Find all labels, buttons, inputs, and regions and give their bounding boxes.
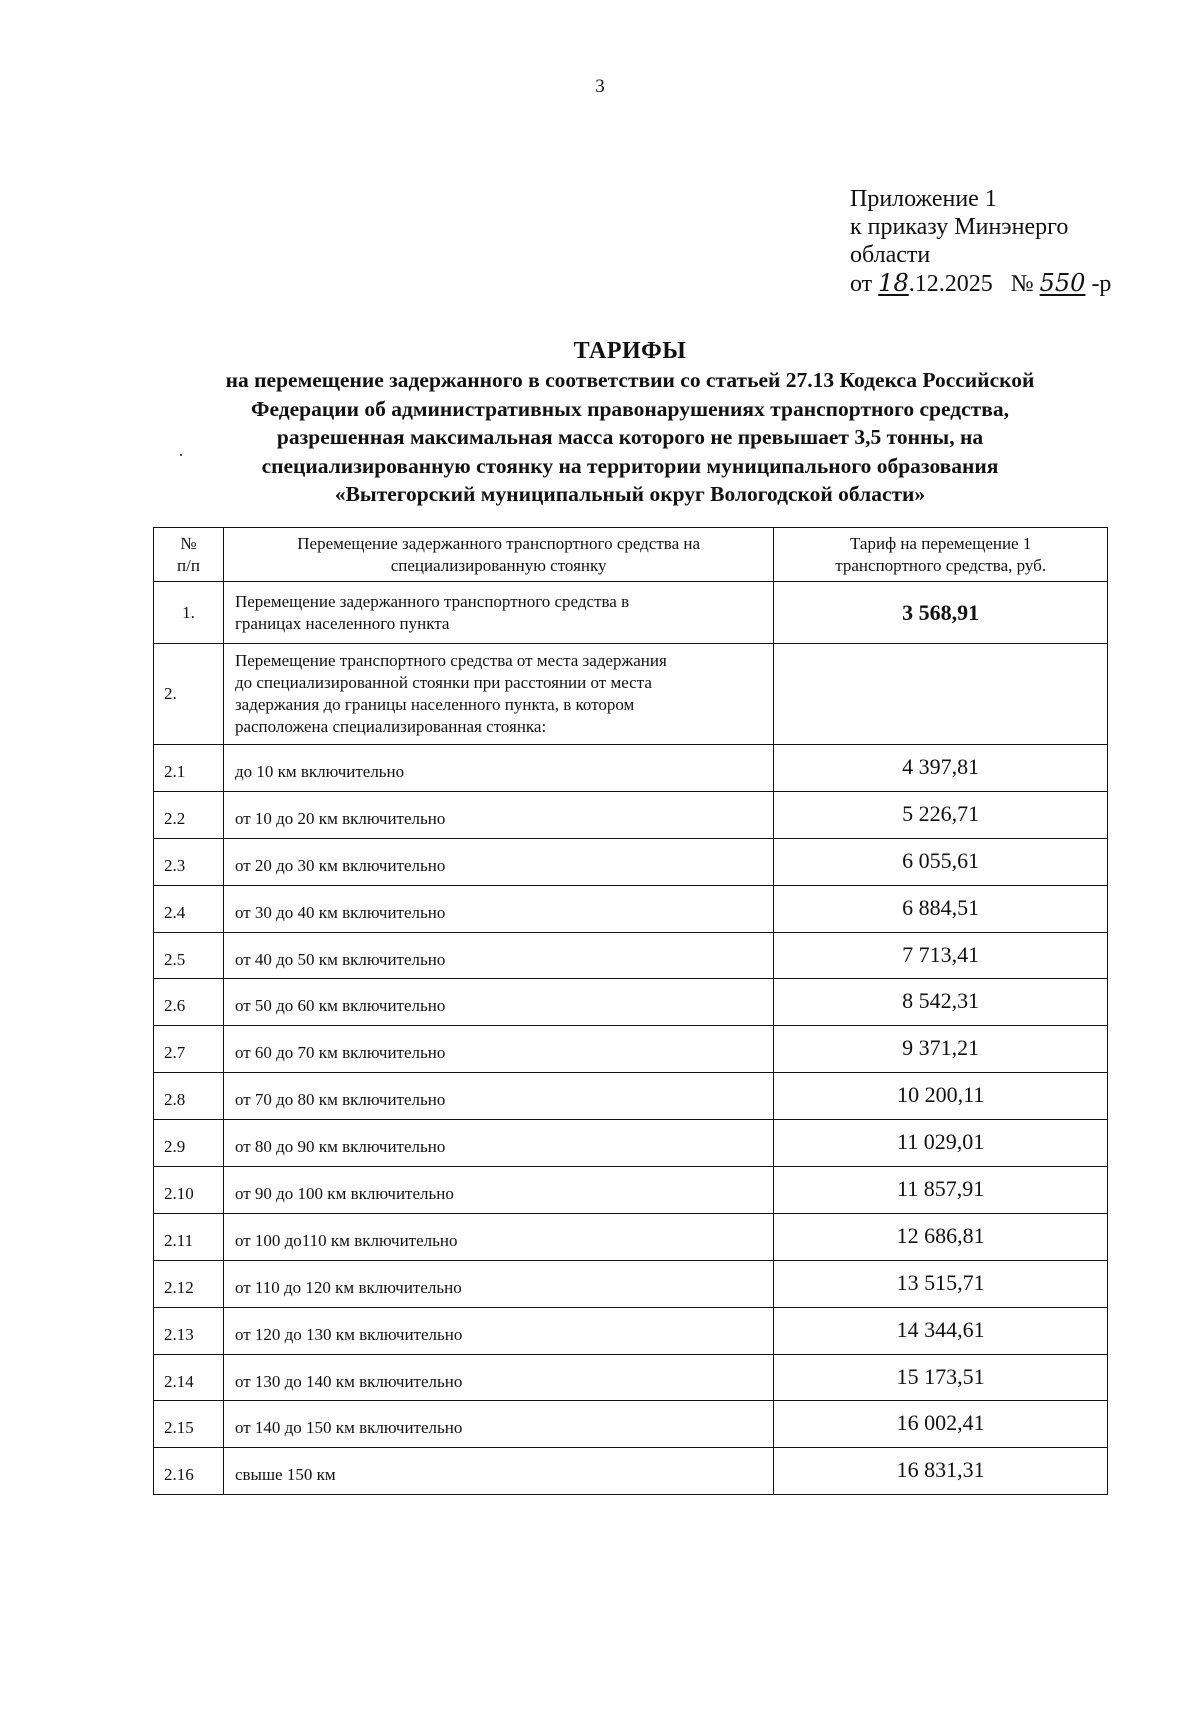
title-line-4: специализированную стоянку на территории муниципального образования xyxy=(261,453,999,478)
row-desc-line1: Перемещение задержанного транспортного средства в xyxy=(234,591,630,611)
row-tariff: 5 226,71 xyxy=(774,791,1108,838)
row-desc-line2: границах населенного пункта xyxy=(234,613,450,633)
row-tariff: 16 002,41 xyxy=(774,1401,1108,1448)
row-tariff: 4 397,81 xyxy=(774,745,1108,792)
table-row xyxy=(154,1401,1108,1448)
row-tariff: 8 542,31 xyxy=(774,979,1108,1026)
row-description: от 10 до 20 км включительно xyxy=(223,791,773,838)
table-row xyxy=(154,979,1108,1026)
row-num: 2.6 xyxy=(154,979,224,1026)
title-line-3: разрешенная максимальная масса которого не превышает 3,5 тонны, на xyxy=(276,425,984,449)
table-row xyxy=(154,745,1108,792)
table-row xyxy=(154,1307,1108,1354)
table-row xyxy=(154,1026,1108,1073)
row-description: от 60 до 70 км включительно xyxy=(223,1026,773,1073)
row-num: 2.2 xyxy=(154,791,224,838)
row-num: 2.14 xyxy=(154,1354,224,1401)
annex-region: области xyxy=(850,242,931,268)
header-desc-line2: специализированную стоянку xyxy=(390,555,607,575)
row-num: 2.11 xyxy=(154,1213,224,1260)
row-tariff: 11 029,01 xyxy=(774,1120,1108,1167)
header-num-line1: № xyxy=(180,533,197,553)
row-description: от 50 до 60 км включительно xyxy=(223,979,773,1026)
row-desc-line4: расположена специализированная стоянка: xyxy=(234,717,547,736)
row-description: от 130 до 140 км включительно xyxy=(223,1354,773,1401)
order-number-handwritten: 550 xyxy=(1039,269,1086,297)
row-tariff: 15 173,51 xyxy=(774,1354,1108,1401)
annex-date-number xyxy=(850,269,1111,298)
table-row xyxy=(154,1260,1108,1307)
row-tariff: 13 515,71 xyxy=(774,1260,1108,1307)
row-tariff: 6 884,51 xyxy=(774,885,1108,932)
title-heading: ТАРИФЫ xyxy=(573,338,687,364)
page-number: 3 xyxy=(595,76,605,97)
annex-order-ref: к приказу Минэнерго xyxy=(850,214,1069,240)
row-num: 2.16 xyxy=(154,1448,224,1495)
row-num: 2.10 xyxy=(154,1167,224,1214)
row-description: от 140 до 150 км включительно xyxy=(223,1401,773,1448)
table-row xyxy=(154,644,1108,745)
header-tariff-line2: транспортного средства, руб. xyxy=(835,555,1047,575)
row-description: от 120 до 130 км включительно xyxy=(223,1307,773,1354)
row-description: от 90 до 100 км включительно xyxy=(223,1167,773,1214)
row-description: от 110 до 120 км включительно xyxy=(223,1260,773,1307)
header-tariff xyxy=(774,528,1108,582)
row-description: от 30 до 40 км включительно xyxy=(223,885,773,932)
row-num: 2.5 xyxy=(154,932,224,979)
table-row xyxy=(154,1213,1108,1260)
number-suffix: -р xyxy=(1085,271,1112,297)
row-num: 2.7 xyxy=(154,1026,224,1073)
row-tariff: 12 686,81 xyxy=(774,1213,1108,1260)
header-num-line2: п/п xyxy=(177,555,200,575)
table-row xyxy=(154,885,1108,932)
row-tariff: 11 857,91 xyxy=(774,1167,1108,1214)
date-prefix: от xyxy=(850,271,879,297)
row-description: от 20 до 30 км включительно xyxy=(223,838,773,885)
title-line-1: на перемещение задержанного в соответствии со статьей 27.13 Кодекса Российской xyxy=(225,368,1035,392)
document-title xyxy=(150,336,1110,509)
table-row xyxy=(154,932,1108,979)
table-row xyxy=(154,1448,1108,1495)
row-tariff: 7 713,41 xyxy=(774,932,1108,979)
row-description xyxy=(223,644,773,745)
row-description: свыше 150 км xyxy=(223,1448,773,1495)
row-tariff: 9 371,21 xyxy=(774,1026,1108,1073)
row-tariff: 14 344,61 xyxy=(774,1307,1108,1354)
table-row xyxy=(154,1354,1108,1401)
row-tariff: 3 568,91 xyxy=(774,582,1108,644)
row-description: от 70 до 80 км включительно xyxy=(223,1073,773,1120)
row-desc-line2: до специализированной стоянки при расстоянии от места xyxy=(234,673,652,692)
row-description: до 10 км включительно xyxy=(223,745,773,792)
title-line-2: Федерации об административных правонарушениях транспортного средства, xyxy=(251,396,1009,421)
table-row xyxy=(154,838,1108,885)
row-tariff: 10 200,11 xyxy=(774,1073,1108,1120)
table-row xyxy=(154,1073,1108,1120)
header-num xyxy=(154,528,224,582)
row-num: 2.3 xyxy=(154,838,224,885)
title-line-5: «Вытегорский муниципальный округ Вологодской области» xyxy=(334,482,926,506)
row-num: 2.9 xyxy=(154,1120,224,1167)
row-description: от 100 до110 км включительно xyxy=(223,1213,773,1260)
row-description: от 40 до 50 км включительно xyxy=(223,932,773,979)
row-description: от 80 до 90 км включительно xyxy=(223,1120,773,1167)
date-rest: .12.2025 xyxy=(908,271,993,297)
table-header-row xyxy=(154,528,1108,582)
row-desc-line3: задержания до границы населенного пункта, в котором xyxy=(234,695,635,714)
row-desc-line1: Перемещение транспортного средства от места задержания xyxy=(234,651,667,670)
table-row xyxy=(154,1167,1108,1214)
table-row xyxy=(154,582,1108,644)
tariffs-table xyxy=(153,527,1108,1495)
annex-reference xyxy=(850,185,1111,298)
header-description xyxy=(223,528,773,582)
row-num: 2.4 xyxy=(154,885,224,932)
row-tariff xyxy=(774,644,1108,745)
row-num: 2.8 xyxy=(154,1073,224,1120)
date-day-handwritten: 18 xyxy=(878,269,909,297)
annex-title: Приложение 1 xyxy=(850,186,997,212)
row-num: 2.13 xyxy=(154,1307,224,1354)
header-desc-line1: Перемещение задержанного транспортного средства на xyxy=(297,533,701,553)
table-row xyxy=(154,1120,1108,1167)
number-prefix: № xyxy=(1010,271,1040,297)
row-num: 2.15 xyxy=(154,1401,224,1448)
row-num: 2. xyxy=(154,644,224,745)
row-num: 2.1 xyxy=(154,745,224,792)
table-row xyxy=(154,791,1108,838)
row-tariff: 16 831,31 xyxy=(774,1448,1108,1495)
header-tariff-line1: Тариф на перемещение 1 xyxy=(849,533,1032,553)
row-num: 1. xyxy=(154,582,224,644)
row-description xyxy=(223,582,773,644)
row-num: 2.12 xyxy=(154,1260,224,1307)
row-tariff: 6 055,61 xyxy=(774,838,1108,885)
